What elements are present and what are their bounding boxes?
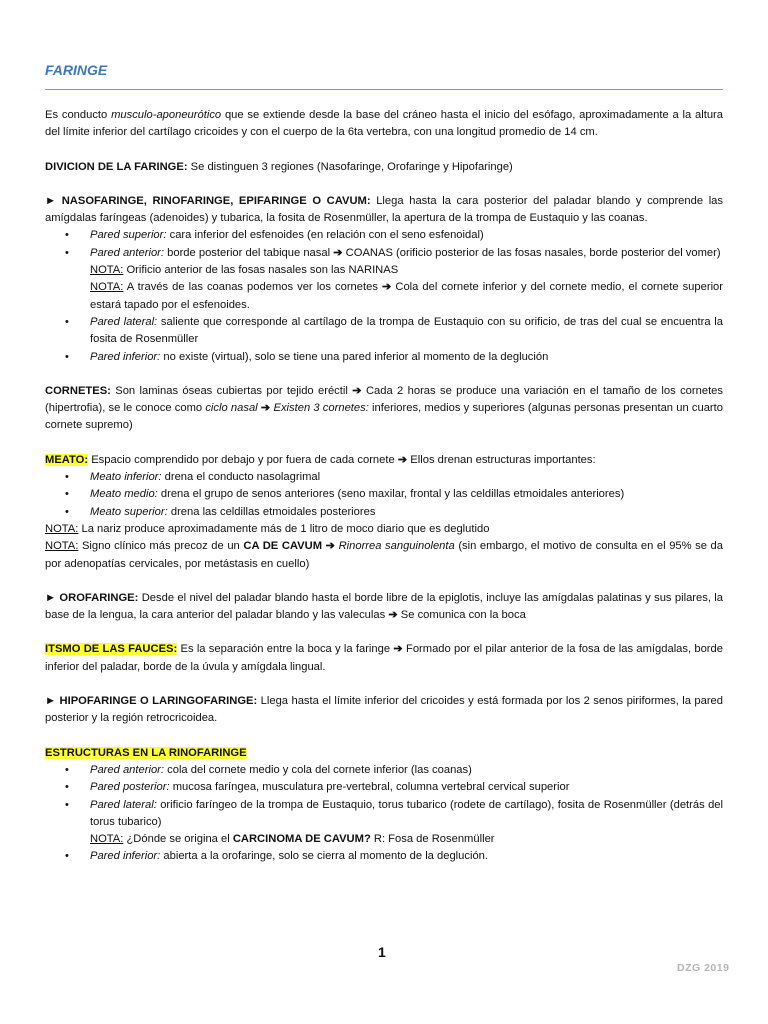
nasofaringe-label: ► NASOFARINGE, RINOFARINGE, EPIFARINGE O CAVUM: [45, 194, 371, 207]
note-nasofaringe-1 [45, 262, 723, 279]
item-text: drena las celdillas etmoidales posteriores [167, 505, 376, 518]
footer-mark: DZG 2019 [677, 962, 730, 974]
note-text: Orificio anterior de las fosas nasales son las NARINAS [123, 264, 399, 277]
intro-emphasis: musculo-aponeurótico [111, 109, 222, 121]
bullet-icon: • [65, 350, 69, 363]
item-text: drena el grupo de senos anteriores (seno maxilar, frontal y las celdillas etmoidales anteriores) [157, 488, 625, 501]
istmo-label: ITSMO DE LAS FAUCES: [45, 643, 178, 656]
estructuras-heading [45, 745, 723, 762]
item-text: saliente que corresponde al cartílago de la trompa de Eustaquio con su orificio, de tras del cual se encuentra la fosita de Rosenmüller [90, 315, 723, 346]
meato-note-2 [45, 538, 723, 573]
bullet-icon: • [65, 471, 69, 484]
item-label: Meato inferior: [90, 471, 162, 484]
orofaringe-text: Desde el nivel del paladar blando hasta el borde libre de la epiglotis, incluye las amígdalas palatinas y sus pilares, la base de la lengua, la cara anterior del paladar blando y las valeculas [45, 591, 723, 622]
list-item [45, 245, 723, 262]
estructuras-label: ESTRUCTURAS EN LA RINOFARINGE [45, 746, 247, 759]
hipofaringe-paragraph [45, 693, 723, 728]
hipofaringe-text: Llega hasta el límite inferior del cricoides y está formada por los 2 senos piriformes, la pared posterior y la región retrocricoidea. [45, 695, 724, 725]
orofaringe-label: ► OROFARINGE: [45, 591, 139, 604]
item-text: COANAS (orificio posterior de las fosas nasales, borde posterior del vomer) [342, 246, 721, 259]
note-text: ¿Dónde se origina el [123, 833, 233, 846]
meato-label: MEATO: [45, 453, 89, 466]
hipofaringe-label: ► HIPOFARINGE O LARINGOFARINGE: [45, 695, 258, 708]
bullet-icon: • [65, 798, 69, 811]
list-item [45, 314, 723, 349]
note-label: NOTA: [45, 522, 79, 535]
bullet-icon: • [65, 488, 69, 501]
arrow-icon: ➔ [397, 453, 408, 466]
item-label: Pared lateral: [90, 798, 157, 811]
nasofaringe-paragraph [45, 193, 723, 228]
bullet-icon: • [65, 229, 69, 242]
item-label: Meato superior: [90, 505, 168, 518]
note-label: NOTA: [90, 264, 124, 277]
item-label: Pared inferior: [90, 850, 161, 863]
item-label: Pared posterior: [90, 781, 170, 794]
item-text: mucosa faríngea, musculatura pre-vertebral, columna vertebral cervical superior [169, 781, 570, 794]
meato-paragraph [45, 452, 723, 469]
note-emphasis: Rinorrea sanguinolenta [334, 540, 455, 553]
note-label: NOTA: [90, 833, 124, 846]
meato-list [45, 469, 723, 521]
nasofaringe-list [45, 227, 723, 262]
meato-note-1 [45, 521, 723, 538]
nasofaringe-text: Llega hasta la cara posterior del paladar blando y comprende las amígdalas faríngeas (adenoides) y tubarica, la fosita de Rosenmüller, la apertura de la trompa de Eustaquio y las coanas. [45, 194, 723, 225]
division-text: Se distinguen 3 regiones (Nasofaringe, Orofaringe y Hipofaringe) [187, 160, 513, 173]
bullet-icon: • [65, 850, 69, 863]
arrow-icon: ➔ [325, 540, 335, 553]
item-text: drena el conducto nasolagrimal [161, 471, 321, 484]
note-label: NOTA: [90, 281, 124, 294]
list-item [45, 797, 723, 832]
item-text: abierta a la orofaringe, solo se cierra al momento de la deglución. [160, 850, 489, 863]
item-text: borde posterior del tabique nasal [164, 246, 334, 259]
item-label: Pared lateral: [90, 315, 158, 328]
meato-text: Ellos drenan estructuras importantes: [407, 453, 596, 466]
istmo-text: Es la separación entre la boca y la faringe [177, 643, 394, 656]
note-text: La nariz produce aproximadamente más de 1 litro de moco diario que es deglutido [78, 522, 490, 535]
arrow-icon: ➔ [381, 281, 392, 294]
note-text: Signo clínico más precoz de un [78, 540, 244, 553]
cornetes-paragraph [45, 383, 723, 435]
item-label: Pared anterior: [90, 763, 165, 776]
cornetes-text: Cada 2 horas se produce una variación en el tamaño de los cornetes (hipertrofia), se le conoce como [45, 384, 723, 415]
intro-text-post: que se extiende desde la base del cráneo hasta el inicio del esófago, aproximadamente a la altura del límite inferior del cartílago cricoides y con el cuerpo de la 6ta vertebra, con una longitud promedio de 14 cm. [45, 109, 723, 139]
meato-text: Espacio comprendido por debajo y por fuera de cada cornete [88, 453, 398, 466]
bullet-icon: • [65, 246, 69, 259]
istmo-paragraph [45, 641, 723, 676]
list-item [45, 779, 723, 796]
arrow-icon: ➔ [352, 384, 362, 397]
document-body [45, 107, 723, 866]
estructuras-list [45, 762, 723, 831]
item-text: cola del cornete medio y cola del cornete inferior (las coanas) [164, 763, 472, 776]
list-item [45, 486, 723, 503]
bullet-icon: • [65, 763, 69, 776]
item-text: cara inferior del esfenoides (en relación con el seno esfenoidal) [166, 229, 484, 242]
cornetes-emphasis: Existen 3 cornetes: [270, 402, 369, 415]
list-item [45, 848, 723, 865]
page-title: FARINGE [45, 62, 108, 78]
cornetes-text: inferiores, medios y superiores (algunas personas presentan un cuarto cornete supremo) [45, 402, 723, 432]
istmo-text: Formado por el pilar anterior de la fosa de las amígdalas, borde inferior del paladar, borde de la úvula y amígdala lingual. [45, 643, 723, 673]
note-text: (sin embargo, el motivo de consulta en el 95% se da por adenopatías cervicales, por metástasis en cuello) [45, 540, 724, 570]
note-bold: CA DE CAVUM [243, 540, 323, 553]
note-text: A través de las coanas podemos ver los cornetes [123, 281, 382, 294]
estructuras-list-2 [45, 848, 723, 865]
orofaringe-paragraph [45, 590, 723, 625]
page-number: 1 [378, 944, 386, 960]
cornetes-emphasis: ciclo nasal [205, 402, 258, 415]
note-bold: CARCINOMA DE CAVUM? [232, 833, 371, 846]
cornetes-text: Son laminas óseas cubiertas por tejido eréctil [110, 384, 353, 397]
item-label: Pared anterior: [90, 246, 165, 259]
note-text: Cola del cornete inferior y del cornete medio, el cornete superior estará tapado por el esfenoides. [90, 281, 723, 311]
list-item [45, 227, 723, 244]
bullet-icon: • [65, 781, 69, 794]
item-text: orificio faríngeo de la trompa de Eustaquio, torus tubarico (rodete de cartílago), fosita de Rosenmüller (detrás del torus tubarico) [90, 798, 723, 828]
division-label: DIVICION DE LA FARINGE: [45, 160, 188, 173]
bullet-icon: • [65, 505, 69, 518]
list-item [45, 349, 723, 366]
note-label: NOTA: [45, 540, 79, 553]
item-text: no existe (virtual), solo se tiene una pared inferior al momento de la deglución [160, 350, 549, 363]
intro-paragraph [45, 107, 723, 142]
item-label: Pared superior: [90, 229, 167, 242]
item-label: Meato medio: [90, 488, 158, 501]
estructuras-note [45, 831, 723, 848]
note-nasofaringe-2 [45, 279, 723, 314]
note-text: R: Fosa de Rosenmüller [370, 833, 495, 846]
intro-text-pre: Es conducto [45, 109, 112, 121]
list-item [45, 469, 723, 486]
list-item [45, 762, 723, 779]
arrow-icon: ➔ [260, 402, 271, 415]
cornetes-label: CORNETES: [45, 384, 111, 397]
bullet-icon: • [65, 315, 69, 328]
division-paragraph [45, 159, 723, 176]
list-item [45, 504, 723, 521]
nasofaringe-list-2 [45, 314, 723, 366]
orofaringe-text: Se comunica con la boca [397, 609, 526, 622]
arrow-icon: ➔ [388, 609, 398, 622]
item-label: Pared inferior: [90, 350, 161, 363]
arrow-icon: ➔ [333, 246, 343, 259]
arrow-icon: ➔ [393, 643, 403, 656]
title-rule [45, 89, 723, 90]
